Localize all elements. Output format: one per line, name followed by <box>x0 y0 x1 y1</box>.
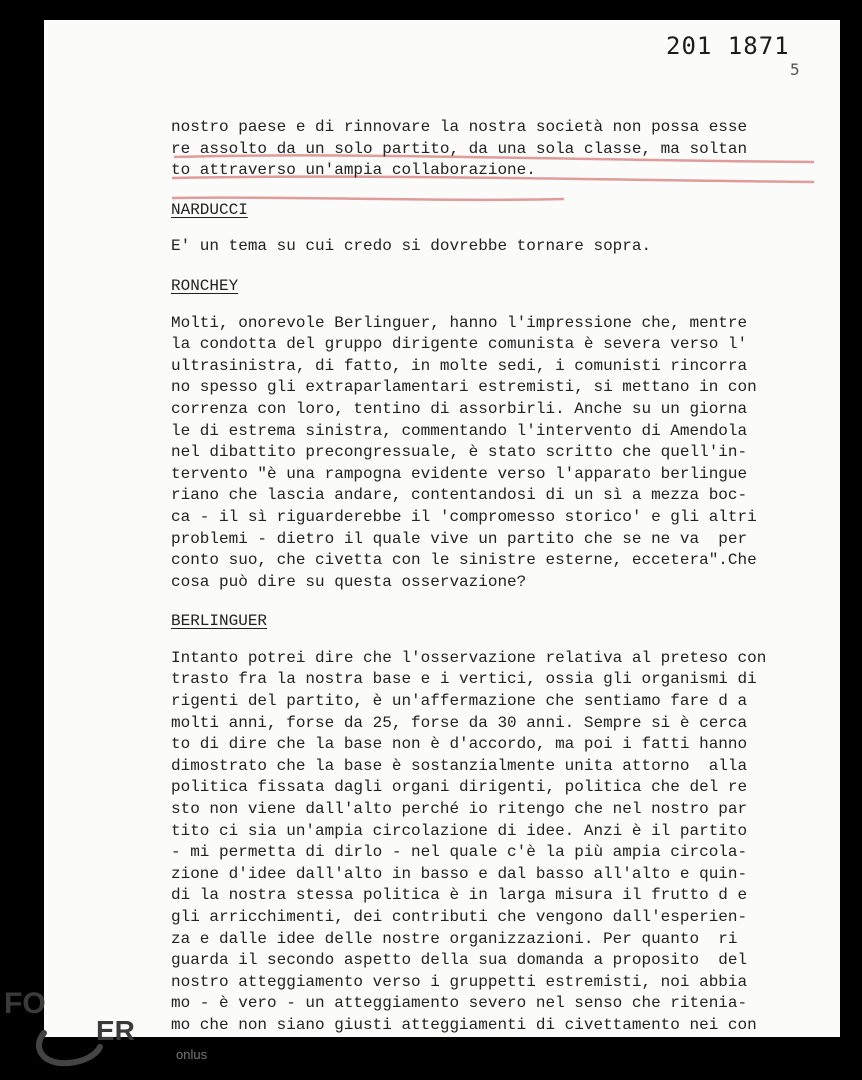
text-line: politica fissata dagli organi dirigenti, politica che del re <box>171 778 748 797</box>
text-line: problemi - dietro il quale vive un partito che se ne va per <box>171 529 748 548</box>
text-line: mo che non siano giusti atteggiamenti di civettamento nei con <box>171 1015 757 1034</box>
watermark-text: ER <box>96 1015 135 1046</box>
narducci-paragraph <box>171 236 811 258</box>
speaker-narducci: NARDUCCI <box>171 200 248 219</box>
berlinguer-paragraph <box>171 648 811 1037</box>
text-line: molti anni, forse da 25, forse da 30 anni. Sempre si è cerca <box>171 713 748 732</box>
text-line: re assolto da un solo partito, da una sola classe, ma soltan <box>171 139 748 158</box>
text-line: conto suo, che civetta con le sinistre esterne, eccetera".Che <box>171 551 757 570</box>
text-line: la condotta del gruppo dirigente comunista è severa verso l' <box>171 335 748 354</box>
text-line: za e dalle idee delle nostre organizzazioni. Per quanto ri <box>171 929 738 948</box>
text-line: nostro paese e di rinnovare la nostra società non possa esse <box>171 118 748 136</box>
text-line: sto non viene dall'alto perché io ritengo che nel nostro par <box>171 800 748 819</box>
text-line: ca - il sì riguarderebbe il 'compromesso storico' e gli altri <box>171 507 757 526</box>
speaker-ronchey: RONCHEY <box>171 276 239 295</box>
page-number: 5 <box>790 60 800 79</box>
document-page <box>44 20 840 1037</box>
ronchey-paragraph <box>171 313 811 594</box>
text-line: rigenti del partito, è un'affermazione che sentiamo fare d a <box>171 692 748 711</box>
document-code: 201 1871 <box>666 32 790 60</box>
text-line: zione d'idee dall'alto in basso e dal basso all'alto e quin- <box>171 864 748 883</box>
text-line: riano che lascia andare, contentandosi di un sì a mezza boc- <box>171 486 748 505</box>
text-line: cosa può dire su questa osservazione? <box>171 572 527 591</box>
transcript-body <box>171 117 811 1037</box>
text-line: to attraverso un'ampia collaborazione. <box>171 161 536 180</box>
watermark-text: FO <box>4 987 46 1020</box>
text-line: di la nostra stessa politica è in larga misura il frutto d e <box>171 886 748 905</box>
text-line: dimostrato che la base è sostanzialmente unita attorno alla <box>171 756 748 775</box>
text-line: mo - è vero - un atteggiamento severo nel senso che ritenia- <box>171 994 748 1013</box>
intro-paragraph <box>171 117 811 182</box>
archive-watermark <box>0 985 240 1080</box>
text-line: Intanto potrei dire che l'osservazione relativa al preteso con <box>171 648 767 667</box>
text-line: le di estrema sinistra, commentando l'intervento di Amendola <box>171 421 748 440</box>
text-line: guarda il secondo aspetto della sua domanda a proposito del <box>171 951 748 970</box>
text-line: no spesso gli extraparlamentari estremisti, si mettano in con <box>171 378 757 397</box>
text-line: trasto fra la nostra base e i vertici, ossia gli organismi di <box>171 670 757 689</box>
speaker-berlinguer: BERLINGUER <box>171 612 268 631</box>
text-line: to di dire che la base non è d'accordo, ma poi i fatti hanno <box>171 735 748 754</box>
text-line: correnza con loro, tentino di assorbirli. Anche su un giorna <box>171 399 748 418</box>
text-line: Molti, onorevole Berlinguer, hanno l'impressione che, mentre <box>171 313 748 332</box>
text-line: - mi permetta di dirlo - nel quale c'è la più ampia circola- <box>171 843 748 862</box>
text-line: gli arricchimenti, dei contributi che vengono dall'esperien- <box>171 908 748 926</box>
text-line: ultrasinistra, di fatto, in molte sedi, i comunisti rincorra <box>171 356 748 375</box>
text-line: nostro atteggiamento verso i gruppetti estremisti, noi abbia <box>171 972 748 991</box>
watermark-onlus: onlus <box>176 1047 208 1062</box>
text-line: tito ci sia un'ampia circolazione di idee. Anzi è il partito <box>171 821 748 840</box>
watermark-logo-icon <box>34 1027 104 1069</box>
text-line: E' un tema su cui credo si dovrebbe tornare sopra. <box>171 237 652 256</box>
text-line: tervento "è una rampogna evidente verso l'apparato berlingue <box>171 464 748 483</box>
text-line: nel dibattito precongressuale, è stato scritto che quell'in- <box>171 443 748 462</box>
